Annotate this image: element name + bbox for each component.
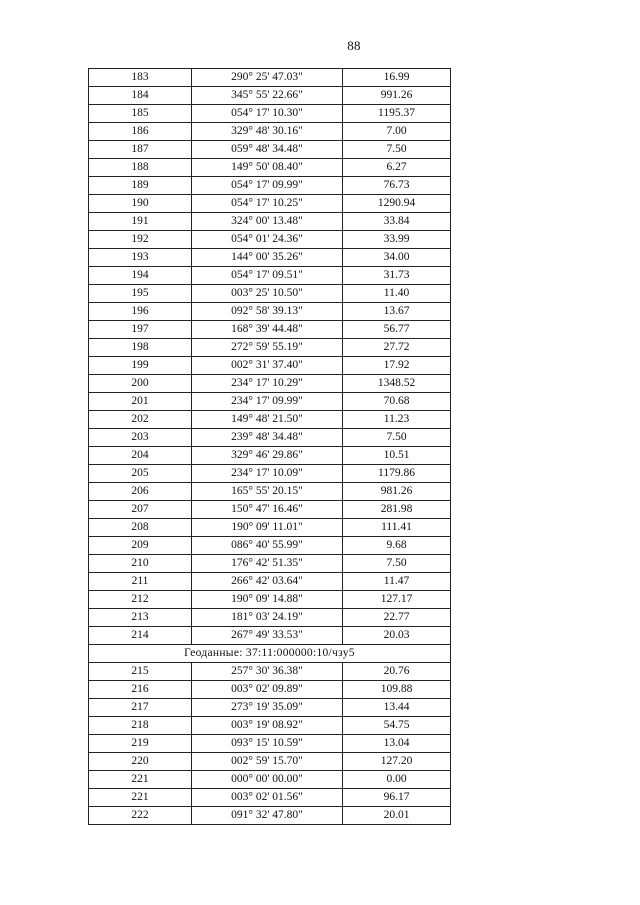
distance-cell: 22.77 [343, 609, 451, 627]
distance-cell: 33.99 [343, 231, 451, 249]
section-row [89, 645, 451, 663]
table-row [89, 231, 451, 249]
distance-cell: 13.44 [343, 699, 451, 717]
point-number-cell: 202 [89, 411, 192, 429]
distance-cell: 70.68 [343, 393, 451, 411]
point-number-cell: 206 [89, 483, 192, 501]
point-number-cell: 190 [89, 195, 192, 213]
distance-cell: 11.40 [343, 285, 451, 303]
point-number-cell: 213 [89, 609, 192, 627]
table-row [89, 447, 451, 465]
direction-angle-cell: 329° 48' 30.16" [192, 123, 343, 141]
distance-cell: 981.26 [343, 483, 451, 501]
direction-angle-cell: 086° 40' 55.99" [192, 537, 343, 555]
point-number-cell: 221 [89, 789, 192, 807]
distance-cell: 109.88 [343, 681, 451, 699]
direction-angle-cell: 272° 59' 55.19" [192, 339, 343, 357]
direction-angle-cell: 054° 17' 10.30" [192, 105, 343, 123]
distance-cell: 76.73 [343, 177, 451, 195]
table-row [89, 501, 451, 519]
direction-angle-cell: 144° 00' 35.26" [192, 249, 343, 267]
table-row [89, 429, 451, 447]
point-number-cell: 194 [89, 267, 192, 285]
direction-angle-cell: 234° 17' 10.29" [192, 375, 343, 393]
point-number-cell: 195 [89, 285, 192, 303]
direction-angle-cell: 324° 00' 13.48" [192, 213, 343, 231]
point-number-cell: 183 [89, 69, 192, 87]
point-number-cell: 216 [89, 681, 192, 699]
point-number-cell: 211 [89, 573, 192, 591]
point-number-cell: 201 [89, 393, 192, 411]
table-row [89, 141, 451, 159]
direction-angle-cell: 329° 46' 29.86" [192, 447, 343, 465]
point-number-cell: 187 [89, 141, 192, 159]
point-number-cell: 214 [89, 627, 192, 645]
distance-cell: 111.41 [343, 519, 451, 537]
table-row [89, 267, 451, 285]
direction-angle-cell: 059° 48' 34.48" [192, 141, 343, 159]
direction-angle-cell: 257° 30' 36.38" [192, 663, 343, 681]
table-row [89, 249, 451, 267]
direction-angle-cell: 290° 25' 47.03" [192, 69, 343, 87]
point-number-cell: 217 [89, 699, 192, 717]
direction-angle-cell: 149° 48' 21.50" [192, 411, 343, 429]
direction-angle-cell: 002° 31' 37.40" [192, 357, 343, 375]
point-number-cell: 184 [89, 87, 192, 105]
distance-cell: 13.04 [343, 735, 451, 753]
page-number: 88 [347, 38, 361, 53]
point-number-cell: 212 [89, 591, 192, 609]
table-row [89, 303, 451, 321]
table-row [89, 699, 451, 717]
direction-angle-cell: 149° 50' 08.40" [192, 159, 343, 177]
distance-cell: 7.50 [343, 555, 451, 573]
distance-cell: 17.92 [343, 357, 451, 375]
table-row [89, 87, 451, 105]
distance-cell: 13.67 [343, 303, 451, 321]
direction-angle-cell: 000° 00' 00.00" [192, 771, 343, 789]
table-row [89, 681, 451, 699]
table-row [89, 375, 451, 393]
distance-cell: 1179.86 [343, 465, 451, 483]
direction-angle-cell: 092° 58' 39.13" [192, 303, 343, 321]
table-row [89, 519, 451, 537]
table-row [89, 537, 451, 555]
table-row [89, 177, 451, 195]
point-number-cell: 192 [89, 231, 192, 249]
point-number-cell: 197 [89, 321, 192, 339]
point-number-cell: 200 [89, 375, 192, 393]
distance-cell: 281.98 [343, 501, 451, 519]
distance-cell: 127.20 [343, 753, 451, 771]
direction-angle-cell: 266° 42' 03.64" [192, 573, 343, 591]
distance-cell: 10.51 [343, 447, 451, 465]
point-number-cell: 218 [89, 717, 192, 735]
distance-cell: 11.47 [343, 573, 451, 591]
point-number-cell: 203 [89, 429, 192, 447]
distance-cell: 9.68 [343, 537, 451, 555]
table-row [89, 339, 451, 357]
point-number-cell: 189 [89, 177, 192, 195]
distance-cell: 1195.37 [343, 105, 451, 123]
table-row [89, 627, 451, 645]
distance-cell: 0.00 [343, 771, 451, 789]
direction-angle-cell: 165° 55' 20.15" [192, 483, 343, 501]
point-number-cell: 220 [89, 753, 192, 771]
distance-cell: 16.99 [343, 69, 451, 87]
distance-cell: 1290.94 [343, 195, 451, 213]
table-row [89, 483, 451, 501]
table-row [89, 663, 451, 681]
table-row [89, 735, 451, 753]
direction-angle-cell: 181° 03' 24.19" [192, 609, 343, 627]
distance-cell: 127.17 [343, 591, 451, 609]
table-row [89, 159, 451, 177]
table-row [89, 555, 451, 573]
coordinates-table [88, 68, 451, 825]
point-number-cell: 186 [89, 123, 192, 141]
point-number-cell: 210 [89, 555, 192, 573]
distance-cell: 7.50 [343, 141, 451, 159]
point-number-cell: 199 [89, 357, 192, 375]
point-number-cell: 208 [89, 519, 192, 537]
direction-angle-cell: 003° 02' 09.89" [192, 681, 343, 699]
table-row [89, 753, 451, 771]
distance-cell: 7.00 [343, 123, 451, 141]
table-row [89, 123, 451, 141]
direction-angle-cell: 150° 47' 16.46" [192, 501, 343, 519]
direction-angle-cell: 267° 49' 33.53" [192, 627, 343, 645]
distance-cell: 1348.52 [343, 375, 451, 393]
direction-angle-cell: 176° 42' 51.35" [192, 555, 343, 573]
point-number-cell: 193 [89, 249, 192, 267]
table-row [89, 69, 451, 87]
table-row [89, 591, 451, 609]
point-number-cell: 209 [89, 537, 192, 555]
table-row [89, 357, 451, 375]
table-row [89, 285, 451, 303]
distance-cell: 27.72 [343, 339, 451, 357]
point-number-cell: 198 [89, 339, 192, 357]
distance-cell: 20.03 [343, 627, 451, 645]
direction-angle-cell: 345° 55' 22.66" [192, 87, 343, 105]
table-row [89, 465, 451, 483]
direction-angle-cell: 054° 01' 24.36" [192, 231, 343, 249]
direction-angle-cell: 234° 17' 10.09" [192, 465, 343, 483]
table-row [89, 807, 451, 825]
direction-angle-cell: 093° 15' 10.59" [192, 735, 343, 753]
point-number-cell: 221 [89, 771, 192, 789]
point-number-cell: 196 [89, 303, 192, 321]
direction-angle-cell: 273° 19' 35.09" [192, 699, 343, 717]
direction-angle-cell: 054° 17' 09.99" [192, 177, 343, 195]
direction-angle-cell: 002° 59' 15.70" [192, 753, 343, 771]
point-number-cell: 222 [89, 807, 192, 825]
point-number-cell: 188 [89, 159, 192, 177]
distance-cell: 56.77 [343, 321, 451, 339]
direction-angle-cell: 003° 25' 10.50" [192, 285, 343, 303]
distance-cell: 991.26 [343, 87, 451, 105]
distance-cell: 31.73 [343, 267, 451, 285]
direction-angle-cell: 003° 19' 08.92" [192, 717, 343, 735]
distance-cell: 96.17 [343, 789, 451, 807]
direction-angle-cell: 234° 17' 09.99" [192, 393, 343, 411]
distance-cell: 7.50 [343, 429, 451, 447]
table-row [89, 321, 451, 339]
direction-angle-cell: 239° 48' 34.48" [192, 429, 343, 447]
table-row [89, 411, 451, 429]
direction-angle-cell: 190° 09' 11.01" [192, 519, 343, 537]
direction-angle-cell: 190° 09' 14.88" [192, 591, 343, 609]
distance-cell: 54.75 [343, 717, 451, 735]
distance-cell: 11.23 [343, 411, 451, 429]
table-row [89, 393, 451, 411]
table-row [89, 609, 451, 627]
point-number-cell: 185 [89, 105, 192, 123]
point-number-cell: 191 [89, 213, 192, 231]
table-row [89, 771, 451, 789]
direction-angle-cell: 168° 39' 44.48" [192, 321, 343, 339]
point-number-cell: 205 [89, 465, 192, 483]
distance-cell: 6.27 [343, 159, 451, 177]
distance-cell: 34.00 [343, 249, 451, 267]
direction-angle-cell: 091° 32' 47.80" [192, 807, 343, 825]
distance-cell: 33.84 [343, 213, 451, 231]
point-number-cell: 215 [89, 663, 192, 681]
table-row [89, 789, 451, 807]
table-row [89, 717, 451, 735]
distance-cell: 20.76 [343, 663, 451, 681]
table-row [89, 105, 451, 123]
distance-cell: 20.01 [343, 807, 451, 825]
table-row [89, 573, 451, 591]
table-row [89, 195, 451, 213]
point-number-cell: 207 [89, 501, 192, 519]
direction-angle-cell: 054° 17' 09.51" [192, 267, 343, 285]
point-number-cell: 219 [89, 735, 192, 753]
direction-angle-cell: 003° 02' 01.56" [192, 789, 343, 807]
section-label: Геоданные: 37:11:000000:10/чзу5 [89, 645, 451, 663]
point-number-cell: 204 [89, 447, 192, 465]
direction-angle-cell: 054° 17' 10.25" [192, 195, 343, 213]
coordinates-table-body [89, 69, 451, 825]
table-row [89, 213, 451, 231]
